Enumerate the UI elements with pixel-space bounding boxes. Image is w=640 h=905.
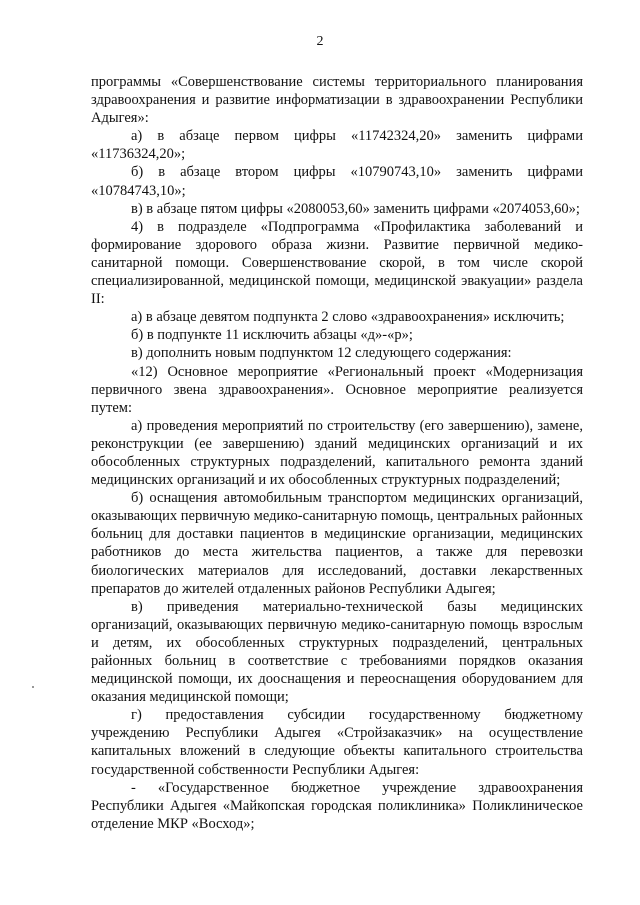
paragraph: а) в абзаце первом цифры «11742324,20» заменить цифрами «11736324,20»; — [91, 128, 583, 163]
paragraph: б) в подпункте 11 исключить абзацы «д»-«р»; — [131, 327, 413, 344]
page-number: 2 — [316, 34, 324, 49]
paragraph: а) проведения мероприятий по строительству (его завершению), замене, реконструкции (ее завершению) зданий медицинских организаций и их обособленных структурных подразделений, капитального ремонта зданий медицинских организаций и их обособленных структурных подразделений; — [91, 417, 583, 489]
paragraph: а) в абзаце девятом подпункта 2 слово «здравоохранения» исключить; — [131, 309, 565, 326]
document-body — [91, 73, 583, 833]
paragraph: б) оснащения автомобильным транспортом медицинских организаций, оказывающих первичную медико-санитарную помощь, центральных районных больниц для доставки пациентов в медицинские организации, медицинских работников до места жительства пациентов, а также для перевозки биологических материалов для исследований, доставки лекарственных препаратов до жителей отдаленных районов Республики Адыгея; — [91, 490, 583, 597]
scan-speck — [32, 686, 34, 688]
paragraph: 4) в подразделе «Подпрограмма «Профилактика заболеваний и формирование здорового образа жизни. Развитие первичной медико-санитарной помощи. Совершенствование скорой, в том числе скорой специализированной, медицинской помощи, медицинской эвакуации» раздела II: — [91, 218, 583, 308]
list-item: - «Государственное бюджетное учреждение здравоохранения Республики Адыгея «Майкопская городская поликлиника» Поликлиническое отделение МКР «Восход»; — [91, 779, 583, 832]
paragraph: в) дополнить новым подпунктом 12 следующего содержания: — [131, 345, 512, 362]
paragraph: программы «Совершенствование системы территориального планирования здравоохранения и развитие информатизации в здравоохранении Республики Адыгея»: — [91, 74, 583, 127]
paragraph: «12) Основное мероприятие «Региональный проект «Модернизация первичного звена здравоохранения». Основное мероприятие реализуется путем: — [91, 363, 583, 416]
paragraph: в) приведения материально-технической базы медицинских организаций, оказывающих первичную медико-санитарную помощь взрослым и детям, их обособленных структурных подразделений, центральных районных больниц в соответствие с требованиями порядков оказания медицинской помощи, их дооснащения и переоснащения оборудованием для оказания медицинской помощи; — [91, 598, 583, 706]
paragraph: г) предоставления субсидии государственному бюджетному учреждению Республики Адыгея «Стройзаказчик» на осуществление капитальных вложений в следующие объекты капитального строительства государственной собственности Республики Адыгея: — [91, 707, 583, 778]
paragraph: б) в абзаце втором цифры «10790743,10» заменить цифрами «10784743,10»; — [91, 164, 583, 199]
paragraph: в) в абзаце пятом цифры «2080053,60» заменить цифрами «2074053,60»; — [131, 200, 580, 217]
